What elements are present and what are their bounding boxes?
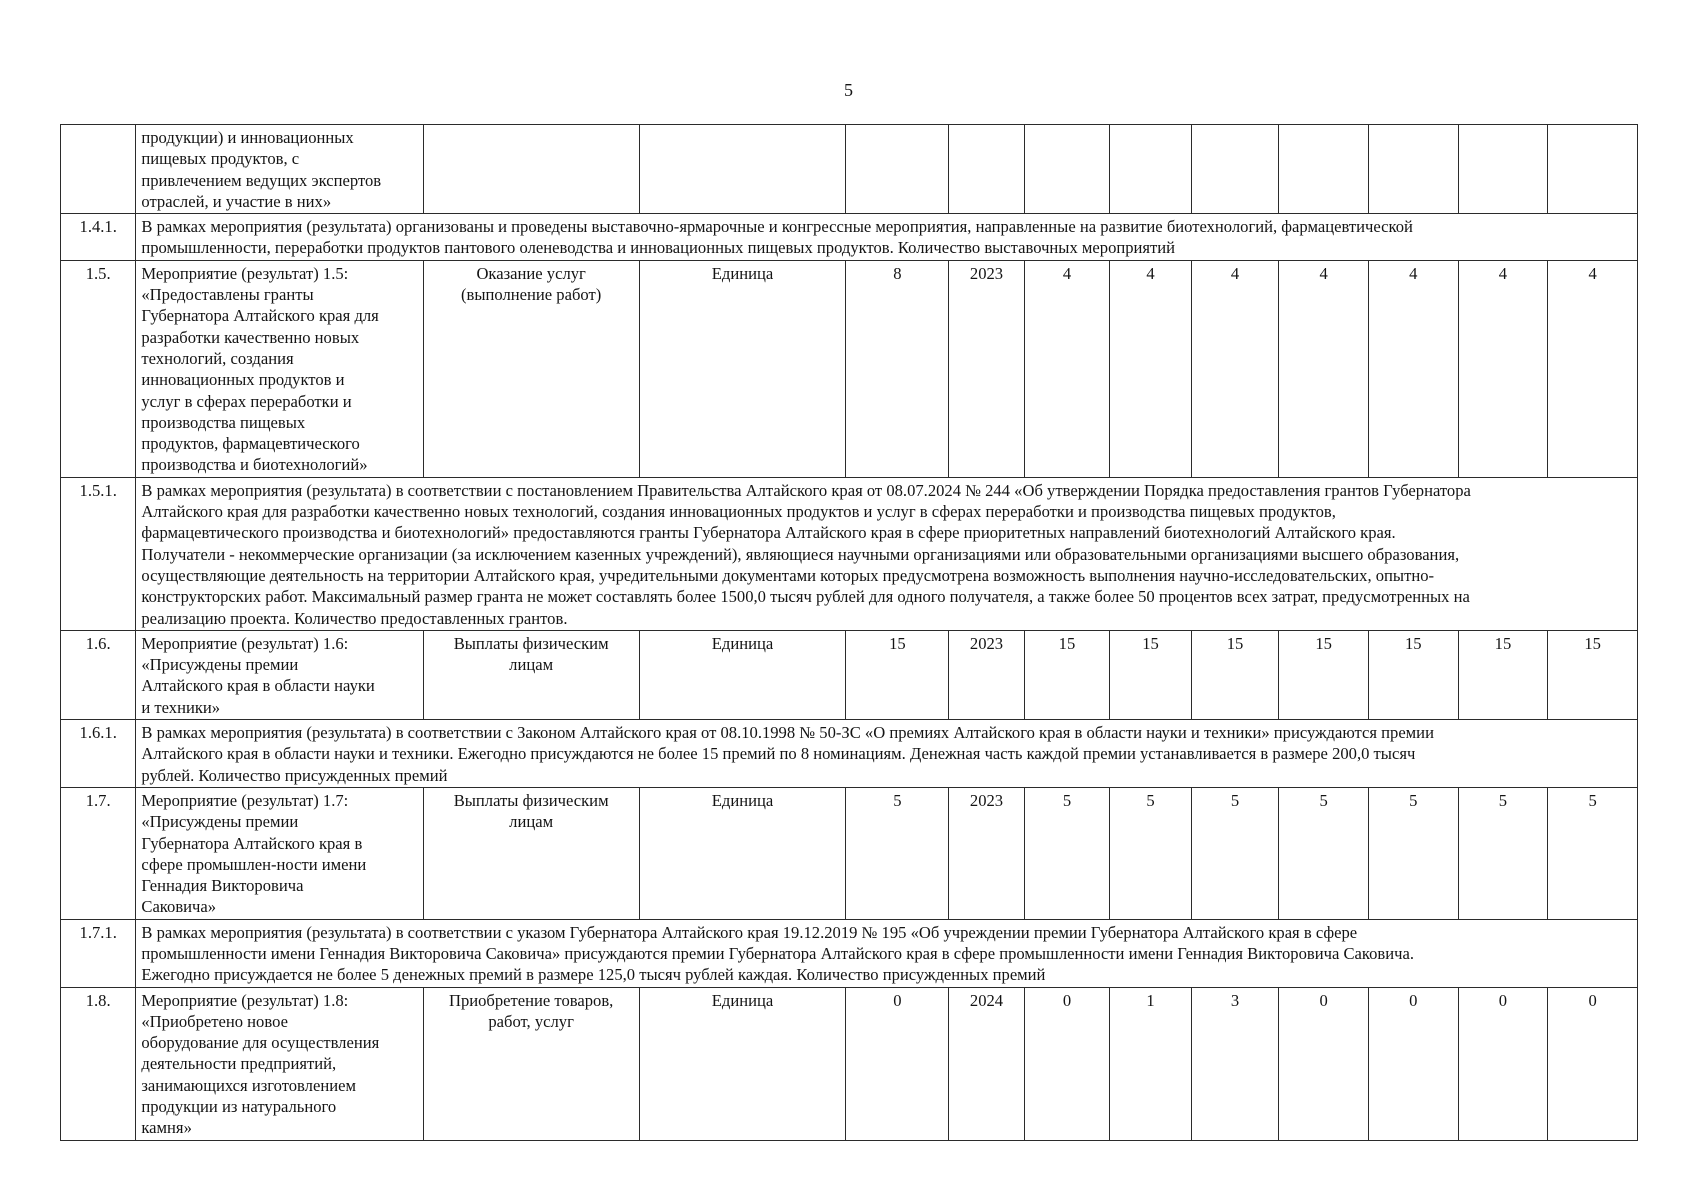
description-text-line: конструкторских работ. Максимальный размер гранта не может составлять более 1500,0 тысяч рублей для одного получателя, а также более 50 процентов всех затрат, предусмотренных на [141, 587, 1470, 607]
value-cell: 0 [1024, 987, 1110, 1140]
measure-name-line: производства пищевых [141, 412, 306, 432]
measure-type [423, 125, 639, 214]
unit-cell: Единица [639, 260, 846, 477]
measure-type-line: лицам [509, 812, 554, 832]
measure-type [423, 987, 639, 1140]
description-text-line: В рамках мероприятия (результата) в соответствии с Законом Алтайского края от 08.10.1998 № 50-ЗС «О премиях Алтайского края в области науки и техники» присуждаются премии [141, 723, 1434, 743]
description-text-line: Ежегодно присуждается не более 5 денежных премий в размере 125,0 тысяч рублей каждая. Количество присужденных премий [141, 965, 1046, 985]
unit-cell: Единица [639, 630, 846, 719]
description-text-line: осуществляющие деятельность на территории Алтайского края, учредительными документами которых предусмотрена возможность выполнения научно-исследовательских, опытно- [141, 565, 1435, 585]
value-cell [1548, 125, 1638, 214]
value-cell: 1 [1110, 987, 1191, 1140]
measure-name-line: деятельности предприятий, [141, 1054, 337, 1074]
value-cell: 5 [1458, 787, 1548, 919]
description-text-line: В рамках мероприятия (результата) в соответствии с постановлением Правительства Алтайского края от 08.07.2024 № 244 «Об утверждении Порядка предоставления грантов Губернатора [141, 480, 1471, 500]
value-cell [1110, 125, 1191, 214]
measure-name-line: «Присуждены премии [141, 812, 299, 832]
description-text-line: В рамках мероприятия (результата) организованы и проведены выставочно-ярмарочные и конгрессные мероприятия, направленные на развитие биотехнологий, фармацевтической [141, 217, 1413, 237]
description-text-line: рублей. Количество присужденных премий [141, 765, 448, 785]
measure-name-line: отраслей, и участие в них» [141, 191, 332, 211]
value-cell: 15 [1548, 630, 1638, 719]
measure-name-line: продукции) и инновационных [141, 128, 354, 147]
description-text [136, 720, 1638, 788]
value-cell: 4 [1458, 260, 1548, 477]
measure-name-line: продукции из натурального [141, 1097, 337, 1117]
measure-type [423, 260, 639, 477]
description-text-line: реализацию проекта. Количество предоставленных грантов. [141, 608, 568, 628]
value-cell: 15 [1110, 630, 1191, 719]
value-cell: 2024 [949, 987, 1024, 1140]
value-cell: 3 [1191, 987, 1279, 1140]
measure-name-line: Саковича» [141, 897, 217, 917]
measure-name [136, 260, 423, 477]
page-number: 5 [844, 80, 853, 100]
description-text [136, 214, 1638, 261]
value-cell [1024, 125, 1110, 214]
measure-name-line: Мероприятие (результат) 1.6: [141, 633, 349, 653]
unit-cell [639, 125, 846, 214]
description-text [136, 477, 1638, 630]
unit-cell: Единица [639, 787, 846, 919]
value-cell: 5 [1279, 787, 1369, 919]
value-cell: 4 [1024, 260, 1110, 477]
table-row [61, 125, 1638, 214]
measure-name [136, 987, 423, 1140]
value-cell: 0 [1548, 987, 1638, 1140]
measure-name-line: продуктов, фармацевтического [141, 434, 360, 454]
measure-name-line: сфере промышлен-ности имени [141, 854, 367, 874]
measure-type-line: работ, услуг [488, 1011, 574, 1031]
measure-name-line: Геннадия Викторовича [141, 876, 304, 896]
measure-name-line: Губернатора Алтайского края для [141, 306, 379, 326]
unit-cell: Единица [639, 987, 846, 1140]
table-row [61, 787, 1638, 919]
row-number: 1.5.1. [61, 477, 136, 630]
measure-type-line: (выполнение работ) [461, 285, 602, 305]
row-number: 1.6.1. [61, 720, 136, 788]
row-number: 1.4.1. [61, 214, 136, 261]
measure-type-line: Выплаты физическим [453, 633, 609, 653]
value-cell [1279, 125, 1369, 214]
value-cell: 2023 [949, 260, 1024, 477]
row-number: 1.6. [61, 630, 136, 719]
value-cell [1458, 125, 1548, 214]
description-text-line: промышленности имени Геннадия Викторовича Саковича» присуждаются премии Губернатора Алтайского края в сфере промышленности имени Геннадия Викторовича Саковича. [141, 943, 1414, 963]
measure-name-line: камня» [141, 1118, 192, 1138]
value-cell: 15 [1024, 630, 1110, 719]
measures-table [60, 124, 1638, 1141]
row-number: 1.5. [61, 260, 136, 477]
value-cell: 4 [1191, 260, 1279, 477]
measure-name [136, 630, 423, 719]
measure-type-line: лицам [509, 655, 554, 675]
value-cell: 4 [1548, 260, 1638, 477]
measure-name-line: «Предоставлены гранты [141, 285, 314, 305]
row-number: 1.8. [61, 987, 136, 1140]
description-row [61, 919, 1638, 987]
measure-name-line: занимающихся изготовлением [141, 1075, 356, 1095]
measure-type-line: Выплаты физическим [453, 790, 609, 810]
value-cell: 15 [1368, 630, 1458, 719]
measure-name-line: технологий, создания [141, 348, 294, 368]
value-cell: 2023 [949, 630, 1024, 719]
value-cell: 4 [1110, 260, 1191, 477]
row-number [61, 125, 136, 214]
measure-name [136, 787, 423, 919]
measure-name-line: «Приобретено новое [141, 1011, 288, 1031]
measure-type-line: Оказание услуг [476, 263, 586, 283]
description-text [136, 919, 1638, 987]
measure-name-line: производства и биотехнологий» [141, 455, 368, 475]
measure-name-line: Алтайского края в области науки [141, 676, 375, 696]
measure-name-line: и техники» [141, 697, 221, 717]
description-text-line: В рамках мероприятия (результата) в соответствии с указом Губернатора Алтайского края 19.12.2019 № 195 «Об учреждении премии Губернатора Алтайского края в сфере [141, 922, 1358, 942]
measure-name-line: «Присуждены премии [141, 655, 299, 675]
measure-name-line: привлечением ведущих экспертов [141, 170, 382, 190]
measure-name-line: разработки качественно новых [141, 327, 360, 347]
value-cell [846, 125, 949, 214]
measure-name [136, 125, 423, 214]
value-cell: 0 [1279, 987, 1369, 1140]
description-row [61, 720, 1638, 788]
measure-name-line: Мероприятие (результат) 1.5: [141, 263, 349, 283]
description-text-line: Алтайского края в области науки и техники. Ежегодно присуждаются не более 15 премий по 8 номинациям. Денежная часть каждой премии устанавливается в размере 200,0 тысяч [141, 744, 1416, 764]
value-cell: 4 [1368, 260, 1458, 477]
table-row [61, 260, 1638, 477]
row-number: 1.7.1. [61, 919, 136, 987]
value-cell: 0 [846, 987, 949, 1140]
description-row [61, 214, 1638, 261]
value-cell: 5 [846, 787, 949, 919]
measure-name-line: пищевых продуктов, с [141, 149, 300, 169]
value-cell: 15 [1279, 630, 1369, 719]
table-row [61, 630, 1638, 719]
description-text-line: фармацевтического производства и биотехнологий» предоставляются гранты Губернатора Алтайского края в сфере приоритетных направлений биотехнологий Алтайского края. [141, 523, 1396, 543]
value-cell: 5 [1368, 787, 1458, 919]
description-text-line: промышленности, переработки продуктов пантового оленеводства и инновационных пищевых продуктов. Количество выставочных мероприятий [141, 238, 1176, 258]
row-number: 1.7. [61, 787, 136, 919]
measure-name-line: оборудование для осуществления [141, 1033, 380, 1053]
value-cell: 2023 [949, 787, 1024, 919]
description-text-line: Алтайского края для разработки качественно новых технологий, создания инновационных продуктов и услуг в сферах переработки и производства пищевых продуктов, [141, 502, 1336, 522]
value-cell: 15 [1458, 630, 1548, 719]
measure-name-line: Мероприятие (результат) 1.7: [141, 790, 349, 810]
measure-type [423, 787, 639, 919]
measure-type-line: Приобретение товаров, [448, 990, 614, 1010]
value-cell: 8 [846, 260, 949, 477]
description-row [61, 477, 1638, 630]
value-cell [1368, 125, 1458, 214]
value-cell: 5 [1024, 787, 1110, 919]
value-cell [1191, 125, 1279, 214]
value-cell: 5 [1191, 787, 1279, 919]
measure-name-line: Мероприятие (результат) 1.8: [141, 990, 349, 1010]
value-cell: 4 [1279, 260, 1369, 477]
value-cell: 0 [1458, 987, 1548, 1140]
table-row [61, 987, 1638, 1140]
value-cell: 5 [1548, 787, 1638, 919]
measure-name-line: услуг в сферах переработки и [141, 391, 352, 411]
description-text-line: Получатели - некоммерческие организации (за исключением казенных учреждений), являющиеся научными организациями или образовательными организациями высшего образования, [141, 544, 1460, 564]
value-cell: 0 [1368, 987, 1458, 1140]
value-cell: 15 [846, 630, 949, 719]
measure-type [423, 630, 639, 719]
measure-name-line: Губернатора Алтайского края в [141, 833, 363, 853]
value-cell [949, 125, 1024, 214]
value-cell: 15 [1191, 630, 1279, 719]
value-cell: 5 [1110, 787, 1191, 919]
measure-name-line: инновационных продуктов и [141, 370, 345, 390]
